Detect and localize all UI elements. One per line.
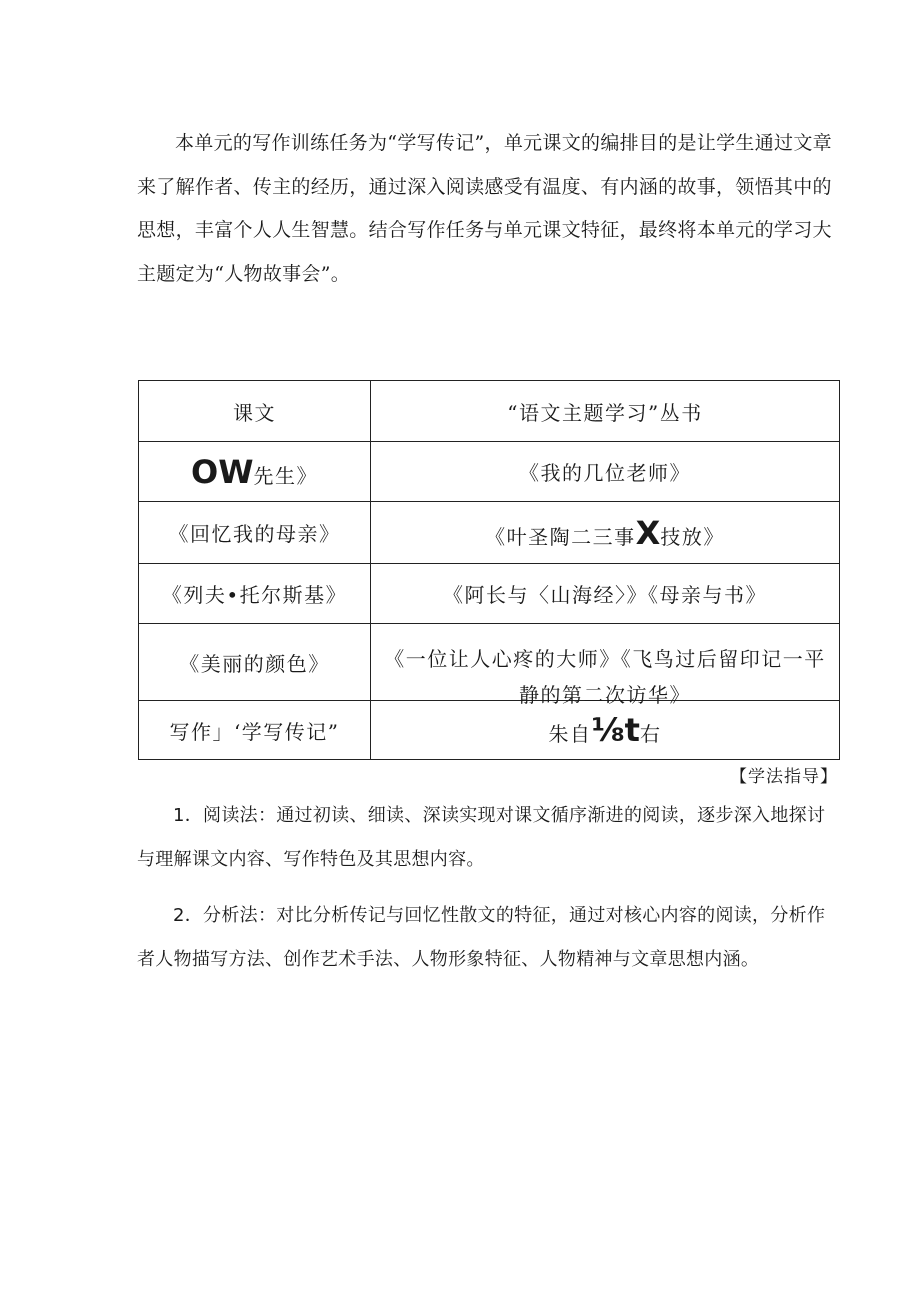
lesson-cell: 《列夫•托尔斯基》 xyxy=(139,564,371,624)
header-cell-lesson: 课文 xyxy=(139,381,371,442)
garbled-glyphs: ⅛t xyxy=(591,711,640,749)
garbled-glyphs: OW xyxy=(191,452,254,491)
series-title-prefix: 《叶圣陶二三事 xyxy=(485,524,636,549)
table-row xyxy=(139,564,840,624)
method-analysis: 2．分析法：对比分析传记与回忆性散文的特征，通过对核心内容的阅读，分析作者人物描写方法、创作艺术手法、人物形象特征、人物精神与文章思想内涵。 xyxy=(137,905,826,970)
lesson-title-suffix: 先生》 xyxy=(253,463,318,488)
series-title-suffix: 技放》 xyxy=(660,524,725,549)
garbled-glyph: X xyxy=(635,513,661,552)
series-cell-text: 《一位让人心疼的大师》《飞鸟过后留印记一平静的第二次访华》 xyxy=(384,647,826,707)
lesson-cell: 《美丽的颜色》 xyxy=(139,624,371,701)
series-cell xyxy=(371,502,840,564)
table-row xyxy=(139,502,840,564)
lesson-cell: 写作」‘学写传记” xyxy=(139,701,371,760)
syllabus-table xyxy=(138,380,840,760)
table-header-row xyxy=(139,381,840,442)
lesson-cell: 《回忆我的母亲》 xyxy=(139,502,371,564)
lesson-cell xyxy=(139,442,371,502)
series-cell xyxy=(371,624,840,707)
table-row xyxy=(139,701,840,760)
series-title-suffix: 右 xyxy=(639,722,662,746)
section-label-study-guide: 【学法指导】 xyxy=(730,767,838,787)
series-cell: 《阿长与〈山海经〉》《母亲与书》 xyxy=(371,564,840,624)
table-row xyxy=(139,442,840,502)
series-cell: 《我的几位老师》 xyxy=(371,442,840,502)
table-row xyxy=(139,624,840,701)
series-title-prefix: 朱自 xyxy=(548,722,592,746)
method-reading: 1．阅读法：通过初读、细读、深读实现对课文循序渐进的阅读，逐步深入地探讨与理解课文内容、写作特色及其思想内容。 xyxy=(137,805,826,870)
header-cell-series: “语文主题学习”丛书 xyxy=(371,381,840,442)
intro-paragraph: 本单元的写作训练任务为“学写传记”，单元课文的编排目的是让学生通过文章来了解作者、传主的经历，通过深入阅读感受有温度、有内涵的故事，领悟其中的思想，丰富个人人生智慧。结合写作任务与单元课文特征，最终将本单元的学习大主题定为“人物故事会”。 xyxy=(137,132,832,285)
